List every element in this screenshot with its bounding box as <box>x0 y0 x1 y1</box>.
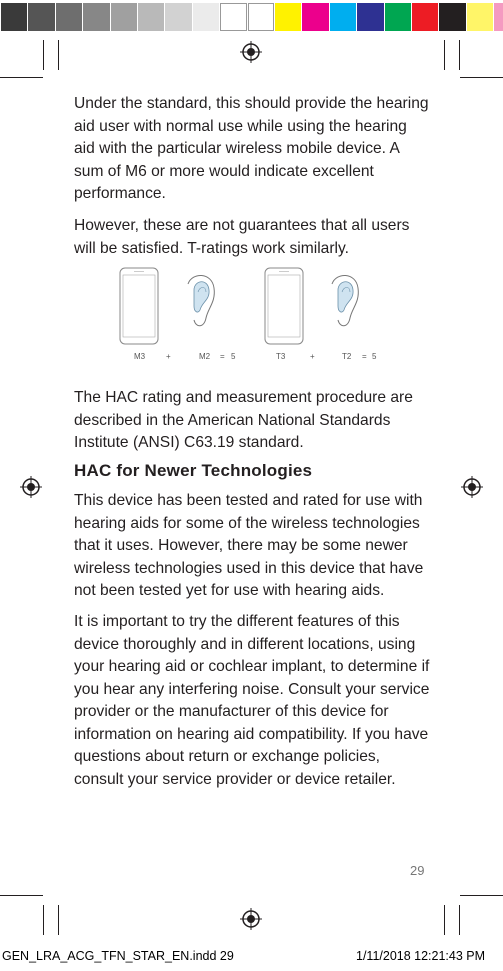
color-swatch <box>111 3 137 31</box>
color-swatch <box>138 3 164 31</box>
color-swatch <box>412 3 438 31</box>
registration-mark-icon <box>240 908 262 930</box>
t-phone-label: T3 <box>276 352 286 361</box>
color-swatch <box>275 3 301 31</box>
color-swatch <box>330 3 356 31</box>
crop-mark <box>58 40 59 70</box>
registration-mark-icon <box>461 476 483 498</box>
color-swatch <box>385 3 411 31</box>
color-swatch <box>439 3 465 31</box>
color-swatch <box>357 3 383 31</box>
section-heading: HAC for Newer Technologies <box>74 461 313 480</box>
hearing-aid-icon <box>188 275 214 325</box>
crop-mark <box>58 905 59 935</box>
color-swatch <box>83 3 109 31</box>
plus-label: + <box>166 352 171 361</box>
color-swatch <box>1 3 27 31</box>
crop-mark <box>43 905 44 935</box>
paragraph-ansi: The HAC rating and measurement procedure are described in the American National Standards Institute (ANSI) C63.19 standard. <box>74 389 413 451</box>
crop-mark <box>43 40 44 70</box>
color-swatch <box>494 3 503 31</box>
paragraph-guarantees: However, these are not guarantees that all users will be satisfied. T-ratings work similarly. <box>74 217 410 257</box>
crop-mark <box>444 905 445 935</box>
m-phone-label: M3 <box>134 352 146 361</box>
crop-mark <box>0 77 43 78</box>
color-swatch <box>220 3 246 31</box>
crop-mark <box>444 40 445 70</box>
color-swatch <box>165 3 191 31</box>
crop-mark <box>460 77 503 78</box>
crop-mark <box>459 905 460 935</box>
equals-label: = <box>220 352 225 361</box>
color-swatch <box>56 3 82 31</box>
hac-rating-figure <box>110 262 392 372</box>
color-swatch <box>467 3 493 31</box>
plus-label: + <box>310 352 315 361</box>
crop-mark <box>0 895 43 896</box>
phone-icon <box>265 268 303 344</box>
t-aid-label: T2 <box>342 352 352 361</box>
m-aid-label: M2 <box>199 352 211 361</box>
hearing-aid-icon <box>332 275 358 325</box>
color-swatch <box>248 3 274 31</box>
slug-file: GEN_LRA_ACG_TFN_STAR_EN.indd 29 <box>2 949 234 963</box>
registration-mark-icon <box>240 41 262 63</box>
page-number: 29 <box>410 863 425 878</box>
m-sum-label: 5 <box>231 352 236 361</box>
crop-mark <box>459 40 460 70</box>
paragraph-important: It is important to try the different features of this device thoroughly and in different locations, using your hearing aid or cochlear implant, to determine if you hear any interfering noise. Consult your service provider or the manufacturer of this device for information on hearing aid compatibility. If you have questions about return or exchange policies, consult your service provider or device retailer. <box>74 613 430 788</box>
slug-date: 1/11/2018 12:21:43 PM <box>356 949 486 963</box>
paragraph-standard: Under the standard, this should provide the hearing aid user with normal use while using the hearing aid with the particular wireless mobile device. A sum of M6 or more would indicate excellent performance. <box>74 95 429 202</box>
color-swatch <box>28 3 54 31</box>
t-sum-label: 5 <box>372 352 377 361</box>
phone-icon <box>120 268 158 344</box>
color-swatch <box>302 3 328 31</box>
paragraph-tested: This device has been tested and rated for use with hearing aids for some of the wireless technologies that it uses. However, there may be some newer wireless technologies used in this device that have not been tested yet for use with hearing aids. <box>74 492 424 599</box>
registration-mark-icon <box>20 476 42 498</box>
equals-label: = <box>362 352 367 361</box>
crop-mark <box>460 895 503 896</box>
color-swatch <box>193 3 219 31</box>
